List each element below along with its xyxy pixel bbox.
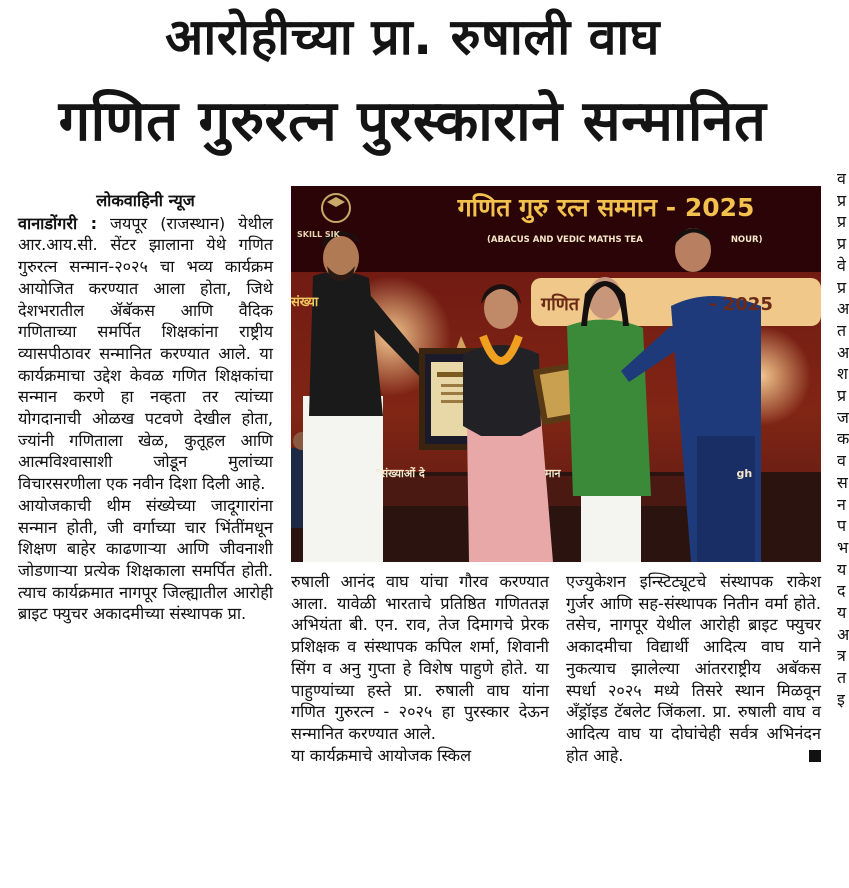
screen-side-text: संख्या [291, 295, 319, 310]
ribbon-year: - 2025 [709, 294, 773, 315]
stage-slogan-2 [545, 466, 752, 481]
logo-text: SKILL SIK [297, 230, 340, 239]
slogan-word: मान [545, 467, 561, 480]
article-column-1 [18, 190, 273, 625]
edge-fragment: त्र [837, 646, 846, 666]
edge-fragment: क [837, 429, 849, 449]
edge-fragment: य [837, 559, 847, 579]
edge-fragment: श [837, 364, 848, 384]
edge-fragment: त [837, 320, 847, 340]
edge-fragment: द [837, 581, 846, 601]
paragraph: आयोजकाची थीम संख्येच्या जादूगारांना सन्मान होती, जी वर्गाच्या चार भिंतींमधून शिक्षण बाहेर काढणाऱ्या आणि जीवनाशी जोडणाऱ्या प्रत्येक शिक्षकाला समर्पित होती. त्याच कार्यक्रमात नागपूर जिल्ह्यातील आरोही ब्राइट फ्युचर अकादमीच्या संस्थापक प्रा. [18, 495, 273, 624]
edge-fragment: अ [837, 624, 849, 644]
edge-fragment: य [837, 603, 847, 623]
banner-subtitle [487, 235, 762, 245]
edge-fragment: भ [837, 537, 849, 557]
edge-fragment: इ [837, 689, 845, 709]
award-photo [291, 186, 821, 562]
dateline: वानाडोंगरी : [18, 213, 98, 233]
edge-fragment: ज [837, 407, 849, 427]
banner-subtitle-start: (ABACUS AND VEDIC MATHS TEA [487, 235, 643, 245]
edge-fragment: त [837, 668, 847, 688]
edge-fragment: प्र [837, 386, 847, 406]
article-column-3 [566, 571, 821, 766]
paragraph-text: जयपूर (राजस्थान) येथील आर.आय.सी. सेंटर झालाना येथे गणित गुरुरत्न सन्मान-२०२५ चा भव्य कार्यक्रम आयोजित करण्यात आला होता, जिथे देशभरातील ॲबॅकस आणि वैदिक गणिताच्या समर्पित शिक्षकांना राष्ट्रीय व्यासपीठावर सन्मानित करण्यात आले. या कार्यक्रमाचा उद्देश केवळ गणित शिक्षकांचा सन्मान करणे हा नव्हता तर त्यांच्या योगदानाची ओळख पटवणे देखील होता, ज्यांनी गणिताला खेळ, कुतूहल आणि आत्मविश्वासाशी जोडून मुलांच्या विचारसरणीला एक नवीन दिशा दिली आहे. [18, 213, 273, 494]
screen-ribbon-text [541, 292, 773, 316]
banner-subtitle-end: NOUR) [730, 235, 763, 245]
paragraph: या कार्यक्रमाचे आयोजक स्किल [291, 745, 472, 765]
edge-fragment: प्र [837, 190, 847, 210]
edge-fragment: व [837, 451, 846, 471]
edge-fragment: प्र [837, 234, 847, 254]
edge-fragment: अ [837, 342, 849, 362]
edge-fragment: व [837, 169, 846, 188]
end-mark-icon [809, 750, 821, 762]
edge-fragment: न [837, 494, 846, 514]
ribbon-word: गणित [541, 294, 580, 315]
banner-title: गणित गुरु रत्न सम्मान - 2025 [457, 193, 755, 222]
headline-line-1: आरोहीच्या प्रा. रुषाली वाघ [165, 8, 660, 66]
headline-line-2: गणित गुरुरत्न पुरस्काराने सन्मानित [58, 89, 767, 154]
paragraph: रुषाली आनंद वाघ यांचा गौरव करण्यात आला. यावेळी भारताचे प्रतिष्ठित गणिततज्ञ अभियंता बी. एन. राव, तेज दिमागचे प्रेरक प्रशिक्षक व संस्थापक कपिल शर्मा, शिवानी सिंग व अनु गुप्ता हे विशेष पाहुणे होते. या पाहुण्यांच्या हस्ते प्रा. रुषाली वाघ यांना गणित गुरुरत्न - २०२५ हा पुरस्कार देऊन सन्मानित करण्यात आले. [291, 572, 549, 743]
edge-fragment: प [837, 516, 847, 536]
article-column-2 [291, 571, 549, 766]
edge-fragment: वे [837, 255, 846, 275]
edge-fragment: प्र [837, 212, 847, 232]
edge-fragment: प्र [837, 277, 847, 297]
adjacent-column-edge [837, 168, 847, 868]
edge-fragment: अ [837, 299, 849, 319]
paragraph [566, 571, 821, 766]
edge-fragment: स [837, 472, 848, 492]
byline: लोकवाहिनी न्यूज [96, 191, 195, 210]
paragraph [18, 213, 273, 495]
paragraph-text: एज्युकेशन इन्स्टिट्यूटचे संस्थापक राकेश गुर्जर आणि सह-संस्थापक नितीन वर्मा होते. तसेच, नागपूर येथील आरोही ब्राइट फ्युचर अकादमीचा विद्यार्थी आदित्य वाघ याने नुकत्याच झालेल्या आंतरराष्ट्रीय अबॅकस स्पर्धा २०२५ मध्ये तिसरे स्थान मिळवून अँड्रॉइड टॅबलेट जिंकला. प्रा. रुषाली वाघ व आदित्य वाघ या दोघांचेही सर्वत्र अभिनंदन होत आहे. [566, 572, 821, 765]
slogan-fragment: gh [736, 467, 753, 480]
stage-slogan: "संख्याओं दे [375, 467, 425, 480]
